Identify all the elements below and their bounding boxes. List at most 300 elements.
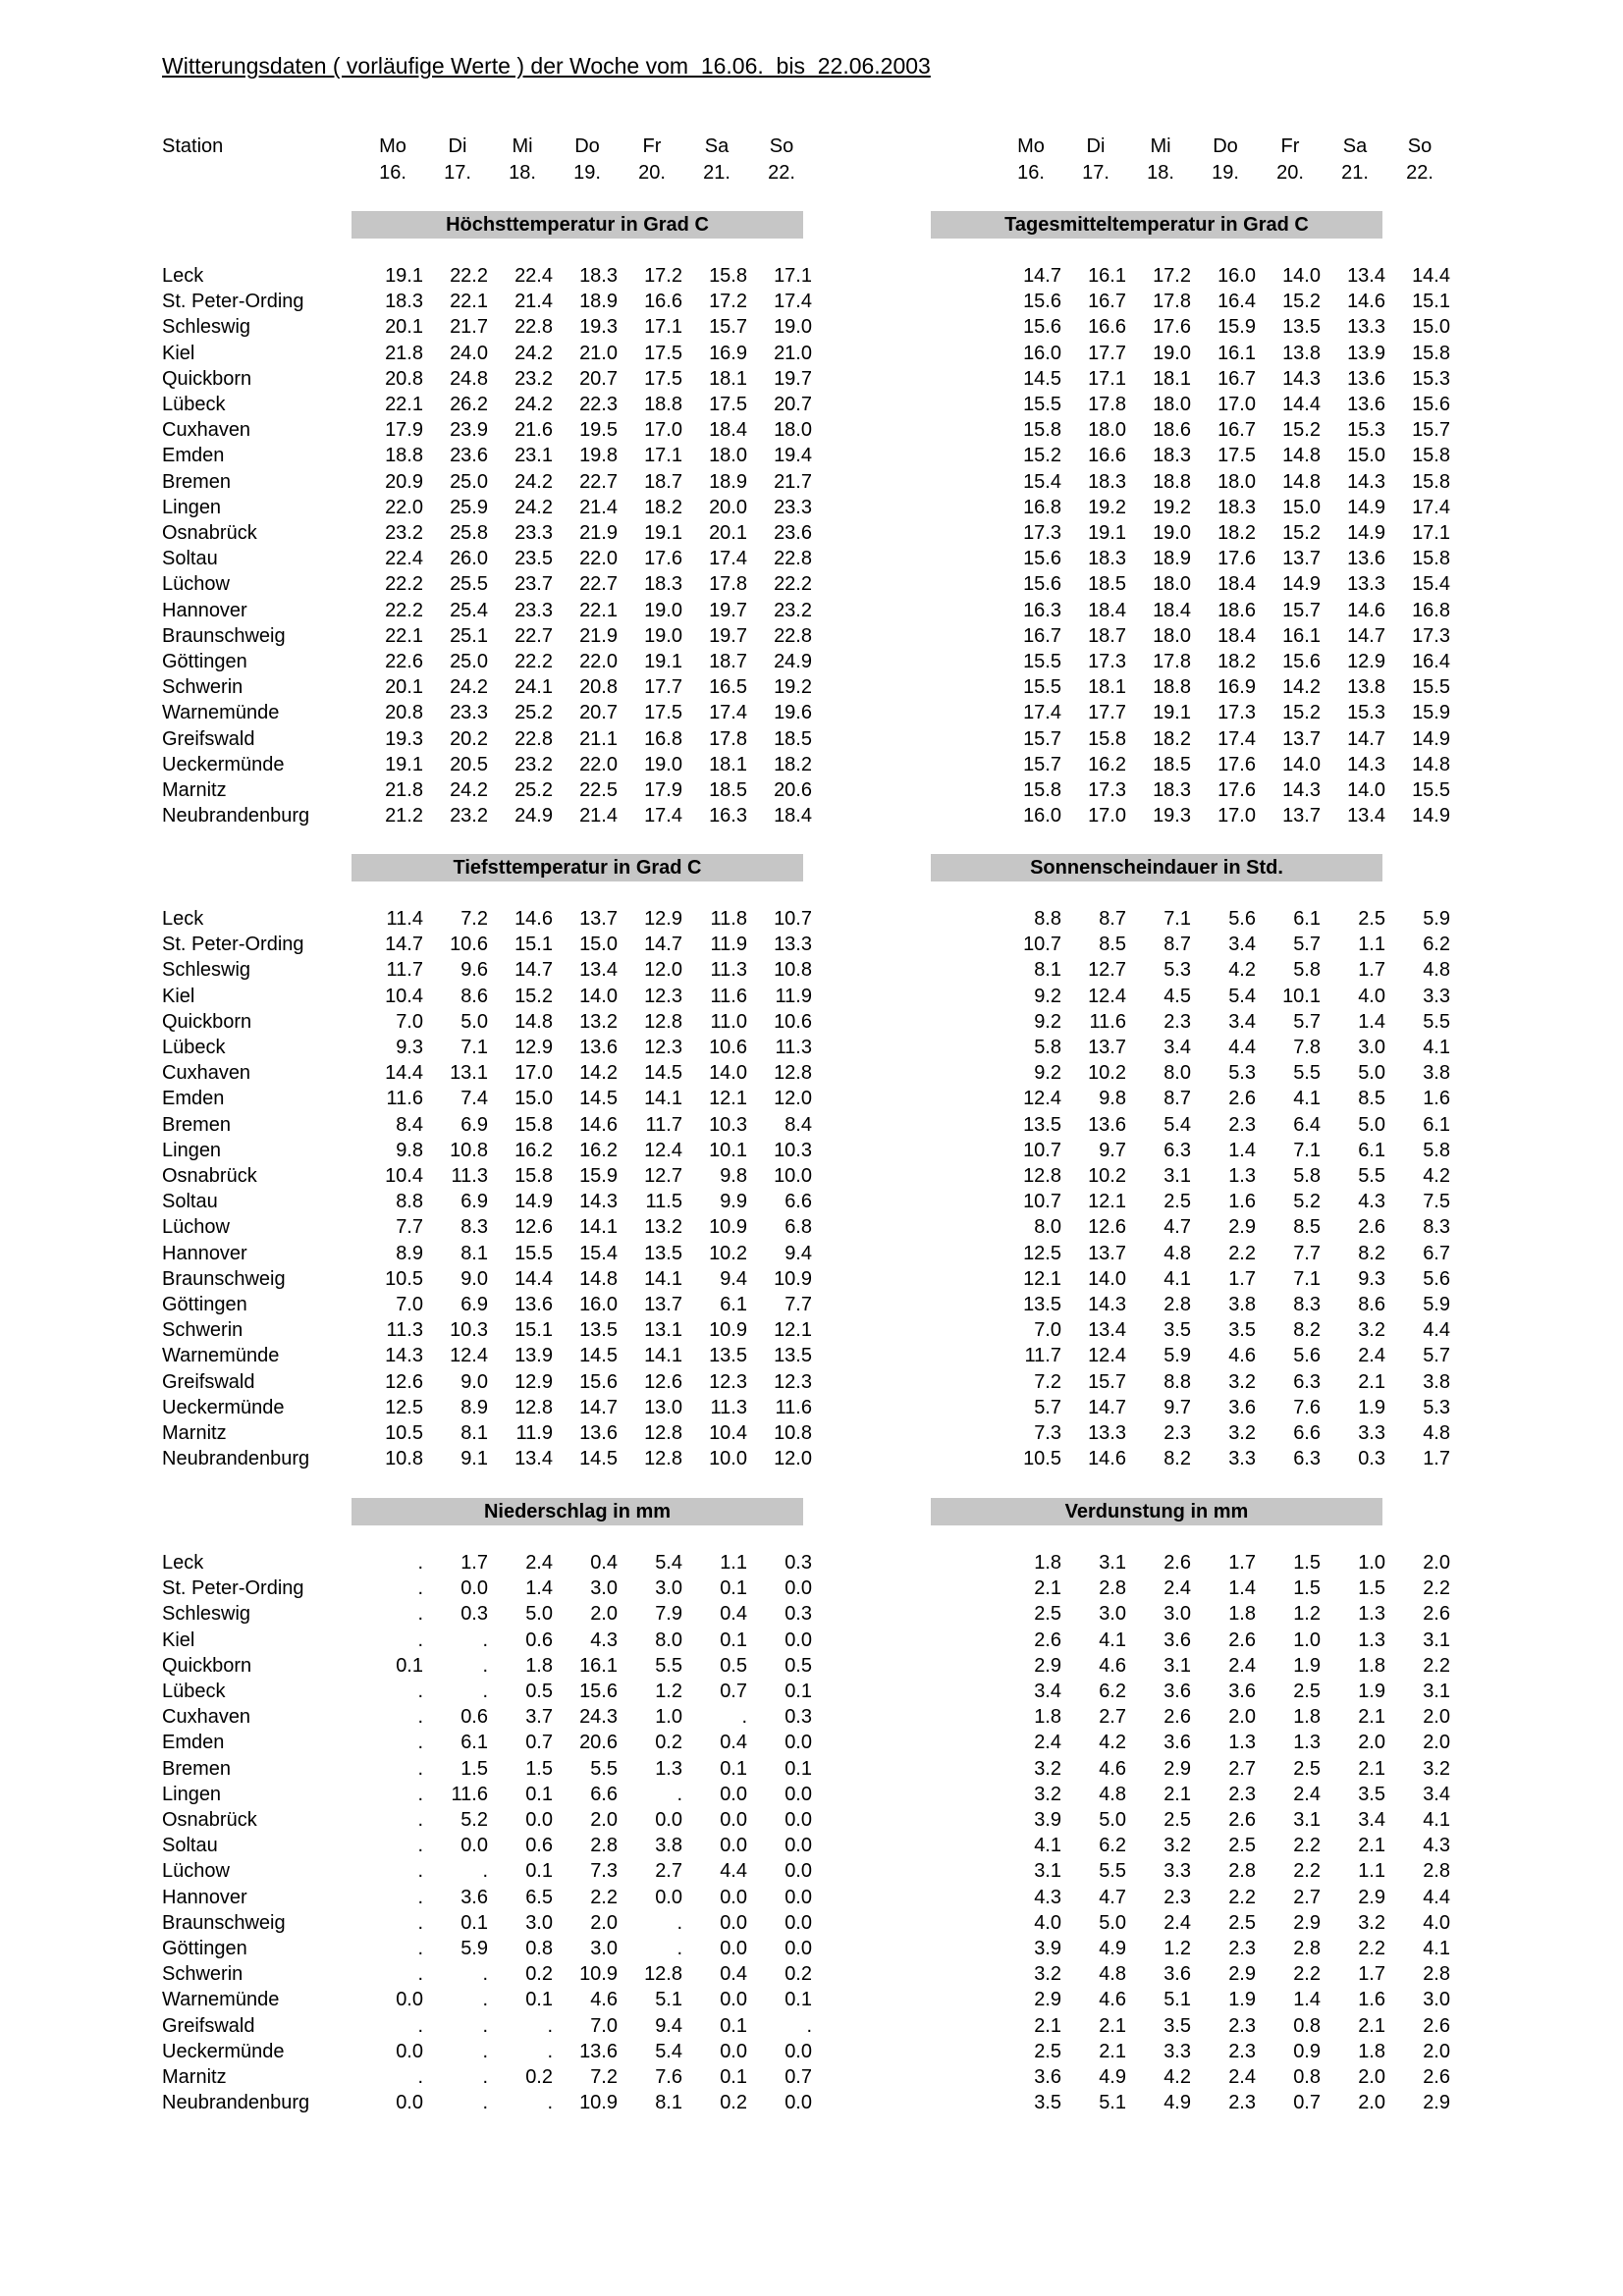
value-cell: 11.3 xyxy=(710,959,747,982)
station-name: Cuxhaven xyxy=(162,1062,251,1085)
station-name: Lüchow xyxy=(162,1216,230,1239)
date-label-left-5: 21. xyxy=(703,162,730,184)
value-cell: 17.1 xyxy=(644,316,682,339)
table-row xyxy=(0,1112,1623,1138)
value-cell: 2.2 xyxy=(590,1886,618,1908)
value-cell: 4.3 xyxy=(1034,1886,1061,1908)
value-cell: 19.1 xyxy=(385,265,423,287)
value-cell: 2.8 xyxy=(1293,1938,1321,1959)
value-cell: 3.8 xyxy=(1228,1294,1256,1315)
value-cell: 2.1 xyxy=(1099,2014,1126,2037)
value-cell: 14.7 xyxy=(1347,727,1385,750)
value-cell: 5.8 xyxy=(1293,959,1321,982)
value-cell: 14.9 xyxy=(514,1191,553,1213)
value-cell: . xyxy=(417,2066,423,2088)
value-cell: 16.0 xyxy=(1217,265,1256,287)
value-cell: 4.8 xyxy=(1163,1242,1191,1264)
value-cell: 1.1 xyxy=(1358,1860,1385,1883)
value-cell: 19.0 xyxy=(644,599,682,621)
value-cell: . xyxy=(547,2092,553,2114)
value-cell: 3.1 xyxy=(1163,1654,1191,1677)
table-row xyxy=(0,777,1623,803)
value-cell: 0.0 xyxy=(784,2040,812,2062)
value-cell: 22.6 xyxy=(385,651,423,672)
value-cell: 14.0 xyxy=(1282,265,1321,287)
value-cell: 3.2 xyxy=(1228,1370,1256,1393)
value-cell: 0.1 xyxy=(460,1911,488,1934)
value-cell: 13.4 xyxy=(1347,805,1385,828)
value-cell: 14.3 xyxy=(1282,367,1321,390)
value-cell: 8.1 xyxy=(1034,959,1061,982)
table-row xyxy=(0,1807,1623,1833)
value-cell: 1.0 xyxy=(655,1706,682,1729)
table-row xyxy=(0,495,1623,520)
value-cell: 4.1 xyxy=(1163,1267,1191,1290)
value-cell: . xyxy=(417,1681,423,1702)
value-cell: 14.9 xyxy=(1347,522,1385,544)
value-cell: 11.6 xyxy=(386,1088,423,1110)
value-cell: 6.9 xyxy=(460,1294,488,1315)
value-cell: 4.9 xyxy=(1099,1938,1126,1959)
value-cell: 0.0 xyxy=(784,1835,812,1857)
value-cell: 5.8 xyxy=(1034,1037,1061,1058)
value-cell: 22.4 xyxy=(514,265,553,287)
value-cell: 18.0 xyxy=(1153,394,1191,415)
value-cell: 22.1 xyxy=(579,599,618,621)
value-cell: 0.0 xyxy=(784,1860,812,1883)
day-label-left-4: Fr xyxy=(642,135,662,157)
station-name: Greifswald xyxy=(162,2014,255,2037)
value-cell: 5.7 xyxy=(1034,1396,1061,1418)
value-cell: 1.2 xyxy=(1163,1938,1191,1959)
value-cell: 3.0 xyxy=(1358,1037,1385,1058)
value-cell: 10.9 xyxy=(774,1267,812,1290)
value-cell: 15.6 xyxy=(1282,651,1321,672)
value-cell: 11.7 xyxy=(386,959,423,982)
value-cell: 9.3 xyxy=(1358,1267,1385,1290)
value-cell: 11.9 xyxy=(710,934,747,956)
value-cell: . xyxy=(417,1577,423,1600)
value-cell: 19.4 xyxy=(774,445,812,467)
value-cell: 0.0 xyxy=(720,1783,747,1805)
station-name: Bremen xyxy=(162,1113,232,1136)
value-cell: 15.0 xyxy=(1347,445,1385,467)
value-cell: 18.0 xyxy=(1217,470,1256,493)
value-cell: 1.9 xyxy=(1228,1989,1256,2011)
value-cell: 2.4 xyxy=(1358,1345,1385,1367)
value-cell: 6.6 xyxy=(590,1783,618,1805)
value-cell: 8.8 xyxy=(1034,908,1061,930)
value-cell: . xyxy=(417,1938,423,1959)
value-cell: 8.2 xyxy=(1358,1242,1385,1264)
value-cell: 22.0 xyxy=(579,548,618,570)
value-cell: 1.2 xyxy=(655,1681,682,1702)
value-cell: 2.9 xyxy=(1228,1963,1256,1986)
value-cell: 12.9 xyxy=(514,1370,553,1393)
value-cell: 2.5 xyxy=(1228,1911,1256,1934)
table-row xyxy=(0,1679,1623,1704)
value-cell: 0.0 xyxy=(784,1938,812,1959)
value-cell: 12.3 xyxy=(644,985,682,1007)
value-cell: 15.6 xyxy=(1023,573,1061,596)
value-cell: 22.1 xyxy=(450,291,488,313)
value-cell: 2.6 xyxy=(1423,2066,1450,2088)
value-cell: 25.2 xyxy=(514,702,553,724)
value-cell: 15.2 xyxy=(1282,702,1321,724)
value-cell: 14.5 xyxy=(579,1088,618,1110)
value-cell: 0.7 xyxy=(525,1732,553,1754)
value-cell: 0.0 xyxy=(784,1809,812,1831)
value-cell: 1.3 xyxy=(1228,1165,1256,1187)
day-label-right-0: Mo xyxy=(1017,135,1045,157)
value-cell: 2.0 xyxy=(590,1603,618,1626)
value-cell: 10.4 xyxy=(709,1422,747,1444)
value-cell: 16.0 xyxy=(1023,805,1061,828)
value-cell: 20.0 xyxy=(709,496,747,518)
table-row xyxy=(0,1292,1623,1317)
station-name: Neubrandenburg xyxy=(162,805,310,828)
value-cell: 0.0 xyxy=(784,1911,812,1934)
value-cell: 9.2 xyxy=(1034,1010,1061,1033)
section-title-left: Niederschlag in mm xyxy=(352,1498,803,1525)
value-cell: 7.0 xyxy=(590,2014,618,2037)
station-name: Warnemünde xyxy=(162,1989,280,2011)
value-cell: 14.8 xyxy=(514,1010,553,1033)
value-cell: . xyxy=(417,1706,423,1729)
table-row xyxy=(0,469,1623,495)
value-cell: 10.5 xyxy=(385,1422,423,1444)
value-cell: 22.2 xyxy=(385,573,423,596)
value-cell: 17.9 xyxy=(385,419,423,442)
date-label-right-6: 22. xyxy=(1406,162,1434,184)
station-name: Göttingen xyxy=(162,651,247,672)
value-cell: 24.2 xyxy=(514,342,553,364)
value-cell: 22.0 xyxy=(385,496,423,518)
value-cell: 0.0 xyxy=(396,2092,423,2114)
value-cell: 2.5 xyxy=(1293,1757,1321,1780)
value-cell: 2.1 xyxy=(1034,1577,1061,1600)
value-cell: 5.0 xyxy=(1358,1062,1385,1085)
value-cell: 3.1 xyxy=(1099,1552,1126,1574)
value-cell: 14.7 xyxy=(1023,265,1061,287)
table-row xyxy=(0,1987,1623,2012)
value-cell: 6.6 xyxy=(1293,1422,1321,1444)
value-cell: 8.0 xyxy=(1034,1216,1061,1239)
section-title-left: Tiefsttemperatur in Grad C xyxy=(352,854,803,881)
station-name: Lübeck xyxy=(162,394,226,415)
value-cell: 3.2 xyxy=(1358,1319,1385,1342)
value-cell: 22.8 xyxy=(514,727,553,750)
day-label-right-4: Fr xyxy=(1280,135,1300,157)
value-cell: 13.5 xyxy=(1023,1113,1061,1136)
value-cell: 0.2 xyxy=(525,1963,553,1986)
value-cell: . xyxy=(482,1681,488,1702)
value-cell: 15.3 xyxy=(1347,702,1385,724)
value-cell: 4.9 xyxy=(1099,2066,1126,2088)
value-cell: 14.7 xyxy=(1347,624,1385,647)
table-row xyxy=(0,1936,1623,1961)
value-cell: 12.5 xyxy=(385,1396,423,1418)
value-cell: 23.3 xyxy=(514,599,553,621)
value-cell: 0.3 xyxy=(460,1603,488,1626)
value-cell: 2.8 xyxy=(1423,1860,1450,1883)
station-name: Kiel xyxy=(162,1629,195,1651)
value-cell: 17.2 xyxy=(709,291,747,313)
value-cell: 14.5 xyxy=(579,1345,618,1367)
value-cell: 15.2 xyxy=(514,985,553,1007)
value-cell: 15.7 xyxy=(1088,1370,1126,1393)
value-cell: 16.2 xyxy=(1088,753,1126,775)
value-cell: 7.9 xyxy=(655,1603,682,1626)
value-cell: 24.2 xyxy=(514,496,553,518)
value-cell: 23.2 xyxy=(385,522,423,544)
value-cell: 17.5 xyxy=(644,367,682,390)
value-cell: 0.0 xyxy=(396,2040,423,2062)
value-cell: 10.4 xyxy=(385,985,423,1007)
value-cell: 5.6 xyxy=(1228,908,1256,930)
value-cell: 6.1 xyxy=(1358,1139,1385,1161)
value-cell: 23.2 xyxy=(774,599,812,621)
value-cell: 5.9 xyxy=(1423,908,1450,930)
date-label-left-4: 20. xyxy=(638,162,666,184)
station-name: Braunschweig xyxy=(162,624,286,647)
value-cell: 19.1 xyxy=(644,651,682,672)
value-cell: 21.9 xyxy=(579,624,618,647)
section-title-right: Tagesmitteltemperatur in Grad C xyxy=(931,211,1382,239)
value-cell: 3.4 xyxy=(1423,1783,1450,1805)
value-cell: 10.7 xyxy=(1023,1191,1061,1213)
value-cell: 16.5 xyxy=(709,676,747,699)
value-cell: 17.1 xyxy=(1088,367,1126,390)
value-cell: 11.6 xyxy=(451,1783,488,1805)
value-cell: 14.7 xyxy=(1088,1396,1126,1418)
value-cell: 19.2 xyxy=(1153,496,1191,518)
value-cell: 4.7 xyxy=(1099,1886,1126,1908)
value-cell: 13.9 xyxy=(514,1345,553,1367)
value-cell: 14.3 xyxy=(1347,470,1385,493)
value-cell: 14.5 xyxy=(579,1448,618,1470)
value-cell: 19.6 xyxy=(774,702,812,724)
value-cell: 3.1 xyxy=(1423,1629,1450,1651)
value-cell: 16.6 xyxy=(644,291,682,313)
value-cell: 18.9 xyxy=(709,470,747,493)
value-cell: 13.1 xyxy=(644,1319,682,1342)
station-name: Ueckermünde xyxy=(162,2040,285,2062)
value-cell: 12.6 xyxy=(1088,1216,1126,1239)
value-cell: 14.6 xyxy=(514,908,553,930)
value-cell: 15.5 xyxy=(1023,676,1061,699)
value-cell: 11.3 xyxy=(775,1037,812,1058)
value-cell: 23.3 xyxy=(514,522,553,544)
value-cell: 1.5 xyxy=(1293,1577,1321,1600)
value-cell: . xyxy=(482,1654,488,1677)
table-row xyxy=(0,1961,1623,1987)
value-cell: 4.2 xyxy=(1423,1165,1450,1187)
value-cell: 13.0 xyxy=(644,1396,682,1418)
value-cell: 6.7 xyxy=(1423,1242,1450,1264)
value-cell: 10.6 xyxy=(450,934,488,956)
value-cell: 17.4 xyxy=(774,291,812,313)
value-cell: 5.0 xyxy=(525,1603,553,1626)
value-cell: 23.6 xyxy=(774,522,812,544)
value-cell: 11.6 xyxy=(1089,1010,1126,1033)
value-cell: 4.2 xyxy=(1228,959,1256,982)
value-cell: 24.9 xyxy=(514,805,553,828)
value-cell: 16.7 xyxy=(1217,419,1256,442)
value-cell: 0.4 xyxy=(720,1603,747,1626)
value-cell: 0.2 xyxy=(525,2066,553,2088)
value-cell: 18.2 xyxy=(644,496,682,518)
value-cell: 15.8 xyxy=(1088,727,1126,750)
value-cell: 3.3 xyxy=(1163,1860,1191,1883)
value-cell: 2.8 xyxy=(590,1835,618,1857)
value-cell: 18.4 xyxy=(709,419,747,442)
station-name: Schleswig xyxy=(162,959,251,982)
value-cell: 13.6 xyxy=(1347,367,1385,390)
value-cell: 3.6 xyxy=(460,1886,488,1908)
value-cell: 18.1 xyxy=(1088,676,1126,699)
value-cell: 14.3 xyxy=(385,1345,423,1367)
value-cell: 12.8 xyxy=(774,1062,812,1085)
value-cell: 3.5 xyxy=(1163,1319,1191,1342)
value-cell: 8.7 xyxy=(1163,934,1191,956)
value-cell: 0.0 xyxy=(784,1886,812,1908)
station-name: Lingen xyxy=(162,1139,222,1161)
value-cell: 13.7 xyxy=(579,908,618,930)
value-cell: 0.2 xyxy=(655,1732,682,1754)
value-cell: 15.5 xyxy=(1412,676,1450,699)
value-cell: 8.7 xyxy=(1163,1088,1191,1110)
value-cell: . xyxy=(676,1911,682,1934)
value-cell: 1.9 xyxy=(1358,1681,1385,1702)
station-name: Lingen xyxy=(162,1783,222,1805)
value-cell: 18.6 xyxy=(1153,419,1191,442)
value-cell: 3.5 xyxy=(1228,1319,1256,1342)
value-cell: 12.9 xyxy=(644,908,682,930)
value-cell: 18.5 xyxy=(774,727,812,750)
value-cell: 17.3 xyxy=(1217,702,1256,724)
value-cell: 18.2 xyxy=(774,753,812,775)
station-name: Marnitz xyxy=(162,779,227,801)
value-cell: 12.7 xyxy=(1088,959,1126,982)
value-cell: 24.2 xyxy=(514,470,553,493)
value-cell: 16.7 xyxy=(1023,624,1061,647)
value-cell: 12.6 xyxy=(385,1370,423,1393)
value-cell: 4.1 xyxy=(1099,1629,1126,1651)
value-cell: 11.0 xyxy=(710,1010,747,1033)
value-cell: 12.7 xyxy=(644,1165,682,1187)
value-cell: . xyxy=(482,1860,488,1883)
value-cell: 2.3 xyxy=(1228,2040,1256,2062)
value-cell: 3.3 xyxy=(1163,2040,1191,2062)
value-cell: 14.7 xyxy=(514,959,553,982)
value-cell: 5.8 xyxy=(1293,1165,1321,1187)
station-name: Kiel xyxy=(162,342,195,364)
table-row xyxy=(0,1189,1623,1214)
value-cell: 24.9 xyxy=(774,651,812,672)
value-cell: 17.8 xyxy=(1088,394,1126,415)
value-cell: 13.4 xyxy=(579,959,618,982)
value-cell: 23.1 xyxy=(514,445,553,467)
value-cell: 13.2 xyxy=(579,1010,618,1033)
day-label-left-6: So xyxy=(769,135,794,157)
value-cell: 14.9 xyxy=(1347,496,1385,518)
value-cell: 16.0 xyxy=(579,1294,618,1315)
value-cell: 4.1 xyxy=(1423,1938,1450,1959)
station-name: Osnabrück xyxy=(162,1165,257,1187)
value-cell: 4.6 xyxy=(1099,1654,1126,1677)
table-row xyxy=(0,2064,1623,2090)
table-row xyxy=(0,1782,1623,1807)
value-cell: 23.2 xyxy=(514,367,553,390)
value-cell: 3.6 xyxy=(1163,1681,1191,1702)
value-cell: 11.3 xyxy=(710,1396,747,1418)
value-cell: 13.6 xyxy=(1347,394,1385,415)
value-cell: 18.4 xyxy=(1217,624,1256,647)
value-cell: 0.8 xyxy=(1293,2014,1321,2037)
value-cell: 12.0 xyxy=(774,1448,812,1470)
value-cell: 18.2 xyxy=(1217,522,1256,544)
station-name: Hannover xyxy=(162,1886,247,1908)
value-cell: . xyxy=(547,2014,553,2037)
value-cell: 15.2 xyxy=(1282,419,1321,442)
station-name: Hannover xyxy=(162,599,247,621)
value-cell: 16.8 xyxy=(1412,599,1450,621)
value-cell: 1.3 xyxy=(1358,1629,1385,1651)
value-cell: 10.1 xyxy=(709,1139,747,1161)
value-cell: 0.1 xyxy=(525,1989,553,2011)
value-cell: 8.3 xyxy=(1423,1216,1450,1239)
table-row xyxy=(0,1575,1623,1601)
value-cell: 3.6 xyxy=(1228,1396,1256,1418)
table-row xyxy=(0,392,1623,417)
value-cell: 17.1 xyxy=(644,445,682,467)
value-cell: 0.0 xyxy=(720,1989,747,2011)
value-cell: . xyxy=(482,2066,488,2088)
value-cell: 10.8 xyxy=(774,959,812,982)
value-cell: 11.6 xyxy=(775,1396,812,1418)
value-cell: 4.6 xyxy=(590,1989,618,2011)
value-cell: 20.8 xyxy=(579,676,618,699)
table-row xyxy=(0,674,1623,700)
value-cell: 15.8 xyxy=(1023,779,1061,801)
table-row xyxy=(0,546,1623,571)
value-cell: 0.3 xyxy=(1358,1448,1385,1470)
table-row xyxy=(0,1214,1623,1240)
value-cell: 18.2 xyxy=(1217,651,1256,672)
value-cell: 5.9 xyxy=(1163,1345,1191,1367)
value-cell: 7.1 xyxy=(460,1037,488,1058)
value-cell: 3.6 xyxy=(1228,1681,1256,1702)
value-cell: 2.2 xyxy=(1423,1577,1450,1600)
table-row xyxy=(0,1446,1623,1471)
value-cell: 13.8 xyxy=(1347,676,1385,699)
value-cell: 4.7 xyxy=(1163,1216,1191,1239)
value-cell: 13.7 xyxy=(1088,1037,1126,1058)
value-cell: 1.7 xyxy=(1358,959,1385,982)
value-cell: 22.2 xyxy=(514,651,553,672)
value-cell: 21.8 xyxy=(385,779,423,801)
value-cell: 0.0 xyxy=(460,1835,488,1857)
value-cell: 14.9 xyxy=(1412,805,1450,828)
value-cell: 17.5 xyxy=(1217,445,1256,467)
value-cell: 2.3 xyxy=(1228,1783,1256,1805)
value-cell: 1.9 xyxy=(1293,1654,1321,1677)
value-cell: 2.6 xyxy=(1228,1809,1256,1831)
station-name: Soltau xyxy=(162,548,218,570)
value-cell: 16.3 xyxy=(1023,599,1061,621)
value-cell: 15.4 xyxy=(1023,470,1061,493)
